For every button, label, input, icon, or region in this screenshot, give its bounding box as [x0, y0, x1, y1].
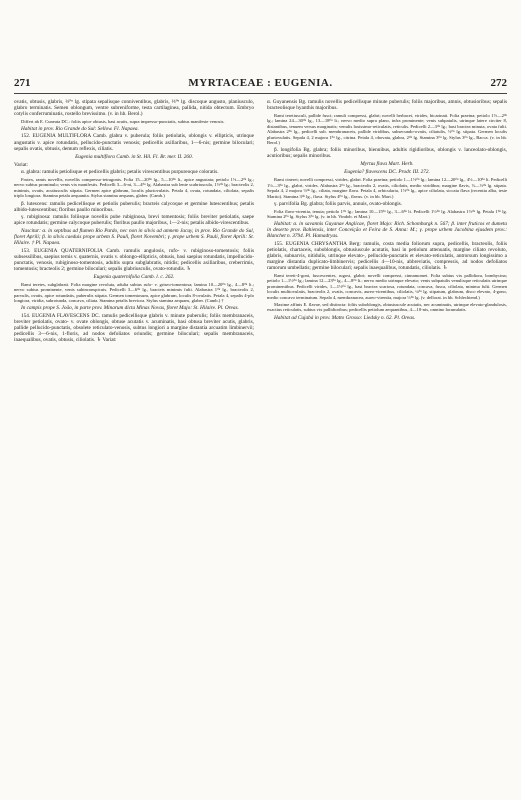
- left-column: [14, 99, 254, 779]
- left-column-paragraph: Eugenia multiflora Camb. in St. Hil. Fl. Br. mer. II. 260.: [75, 153, 193, 160]
- right-column-paragraph: Maxime affinis E. flavae, sed distincta: foliis suboblongis, obtusiuscule acutatis, nec acuminatis, utrinque elevato-glandulosis, exactius reticulatis, subtus vix pallidioribus; pedicellis petiolum aequantibus, 4—10-nis, omnino lacunulatis.: [267, 301, 507, 313]
- left-column-paragraph: ovatis, obtusis, glabris, ⅓ˡⁱⁿ lg. stipata sepalisque conniventibus, glabris, ⅓ˡⁱⁿ lg. discoque angusto, planiusculo, glabro terminatis. Semen oblongum, ventre subreniforme, testa cartilaginea, pallida, nitida obtectum. Embryo cotylis conferruminatis, rostello brevissimo. (v. in hb. Berol.): [14, 99, 254, 118]
- left-column-paragraph: β. lutescens: ramulis pedicellisque et petiolis puberulis; bracteis calycoque et germine lutescentibus; petalis albido-lutescentibus; floribus paullo minoribus.: [14, 200, 254, 213]
- left-column-paragraph: 154. EUGENIA FLAVESCENS DC. ramulis pedicellisque glabris v. minute puberulis; foliis membranaceis, breviter petiolatis, ovato- v. ovate oblongis, obtuse acutatis v. acuminatis, basi obtusa breviter acutis, glabris, pallide pellucido-punctatis, obsolete reticulato-venosis, subtus longiori a margine distantia arcuatim limbinervii; pedicellis 3—6-nis, 1-floris, ad nodos defoliatos oriundis; germine biloculari; sepalis membranaceis, inaequalibus, ovatis, obtusis, ciliolatis. ♄ Variat:: [14, 313, 254, 344]
- right-column-paragraph: α. Guyanensis Bg. ramulis novellis pedicellisque minute puberulis; foliis majoribus, amnis, obtusioribus; sepalis bracteolisque hyanthis majoribus.: [267, 99, 507, 112]
- right-column-paragraph: Myrtus flava Mart. Herb.: [360, 161, 414, 168]
- right-column: [267, 99, 507, 779]
- left-column-paragraph: Differt ab E. Cuneata DC.: foliis apice obtusis, basi acutis, supra impresso-punctatis, subtus manifeste venosis.: [21, 118, 225, 124]
- right-column-paragraph: 155. EUGENIA CHRYSANTHA Berg: ramulis, costa media foliorum supra, pedicellis, bracteolis, foliis petiolatis, chartaceis, suboblongis, obtusiuscule acutatis, basi in petiolum attenuatis, margine ciliato revoluto, glabris, subnarvis, nitidulis, utrinque elevato-, pellucido-punctatis et elevato-reticulatis, antrorsum longissimo a margine distantia duplicato-limbinervis; pedicellis 4—10-nis, abbreviatis, compressis, ad nodos defoliatos ramorum umbellatis; germine biloculari; sepalis inaequalibus, rotundatis, ciliolatis. ♄: [267, 241, 507, 272]
- right-column-paragraph: Folia flavo-virentia, tenuia; petiolo 1ˡⁱⁿ lg.; lamina 10—15ˡⁱⁿ lg., 3—6ˡⁱⁿ lt. Pedicelli 1½ˡⁱⁿ lg. Alabastra 1½ˡⁱⁿ lg. Petala 1ˡⁱⁿ lg. Stamina 2ˡⁱⁿ lg. Stylus 3ˡⁱⁿ lg. (v. in hb. Vindob. et Mart.): [267, 208, 507, 220]
- left-column-paragraph: In campis prope S. João, in parte prov. Minarum dicta Minas Novas, floret Majo: St. Hilaire. Pl. Oreas.: [21, 305, 239, 312]
- left-column-paragraph: 153. EUGENIA QUATERNIFOLIA Camb. ramulis angulosis, rufo- v. rubiginoso-tomentosis; foliis subsessilibus, saepius ternis v. quaternis, ovatis v. oblongo-ellipticis, obtusis, basi saepius rotundatis, impellucido-punctatis, venosis, rubiginoso-tomentosis, adultis supra subglabratis, nitidis; pedicellis axillaribus, creberrimis, tomentosis; bracteolis 2; germine biloculari; sepalis glabriusculis, ovato-rotundis. ♄: [14, 247, 254, 272]
- header-rule: [14, 93, 507, 94]
- right-column-paragraph: Rami cinerei; novelli compressi, virides, glabri. Folia praeina; petiolo 1—1½ˡⁱⁿ lg.; lamina 12—20ˡⁱⁿ lg., 4½—10ˡⁱⁿ lt. Pedicelli 1½—3ˡⁱⁿ lg., glabri, virides. Alabastra 2ˡⁱⁿ lg., bracteolis 2, ovatis, ciliolatis, medio viridibus; margine flavis, ⅓—½ˡⁱⁿ lg. stipata. Sepala 4, 2 majora ½ˡⁱⁿ lg., ciliata, margine flava. Petala 4, orbicularia, 1½ˡⁱⁿ lg., apice ciliolata, siccata flava (recentia alba, teste Martio). Stamina 3ˡⁱⁿ lg., flava. Stylus 4ˡⁱⁿ lg., flavus. (v. in hb. Mart.): [267, 177, 507, 199]
- right-column-paragraph: Habitat: α. in savannis Guyanae Anglicae, floret Majo: Rich. Schomburgk n. 567; β. inter fruticos et dumeta in deserto prov. Bahiensis, inter Conceição et Feira de S. Anna: M.; γ. prope urbem Jacobina ejusdem prov.: Blanchet n. 3794. Pl. Hamadryas.: [267, 221, 507, 240]
- right-column-paragraph: γ. parvifolia Bg. glabra; foliis parvis, annuis, ovato-oblongis.: [274, 201, 403, 208]
- left-column-paragraph: γ. rubiginosa: ramulis foliisque novellis pube rubiginosa, brevi tomentosis; foliis breviter petiolatis, saepe apice rotundatis; germine calycoque puberulis; floribus paullo majoribus, 1—2-nis; petalis albido-virescentibus.: [14, 214, 254, 227]
- left-column-paragraph: Frutex, ramis novellis, novellis compresso-tetragonis. Folia 15—20ˡⁱⁿ lg., 5—10ˡⁱⁿ lt., apice angustata; petiolo 1½—2ˡⁱⁿ lg.; nervo subtus prominulo; venis vix manifestis. Pedicelli 3—6-ni, 3—4ˡⁱⁿ lg. Alabastra sub lente scabriuscula, 1½ˡⁱⁿ lg.; bracteolis 2, minimis, ovatis, acutiusculis stipata. Germen apice glabrum, loculis pluriovulatis. Petala 4, ovata, rotundata, ciliolata, sepalis triplo longiora. Stamina petala aequantia. Stylus stamina aequans, glaber. (Camb.): [14, 176, 254, 199]
- running-title: MYRTACEAE : EUGENIA.: [188, 77, 333, 89]
- left-column-paragraph: Nascitur: α. in septibus ad flumen Rio Pardo, nec non in silvis ad amnem Jacuy, in prov. Rio Grande do Sul, floret Aprili; β. in silvis caeduis prope urbem S. Pauli, floret Novembri; γ. prope urbem S. Pauli, floret Aprili: St. Hilaire. † Pl. Napaea.: [14, 227, 254, 246]
- right-column-paragraph: Rami teretiusculi, pallide fusci; ramuli compressi, glabri; novelli herbacei, virides, bicarinati. Folia praeina; petiolo 1½—2ˡⁱⁿ lg.; lamina 24—30ˡⁱⁿ lg., 13—18ˡⁱⁿ lt.; nervo medio supra plano, infra prominente; venis subpatulis, utrinque latere circiter 8, distantibus, tenuem versus marginatis; venulis laxissimo-reticulatis, reticulis. Pedicelli 2—3ˡⁱⁿ lg.; basi bractea minuta, ovata fulti. Alabastra 2ˡⁱⁿ lg., pedicelli sub. membranaceis, pallide viridibus, subsecundo-ovatis, ciliatulis, ⅓ˡⁱⁿ lg. stipata. Germen loculis pluriovulatis. Sepala 4, 2 majora 1ˡⁱⁿ lg., citrina. Petala 4, obovata, glabra, 2ˡⁱⁿ lg. Stamina 3ˡⁱⁿ lg. Stylus 3ˡⁱⁿ lg., Bacca. (v. in hb. Berol.): [267, 112, 507, 146]
- left-column-paragraph: Variat:: [14, 161, 28, 168]
- page-number-right: 272: [490, 77, 507, 89]
- left-column-paragraph: Habitat in prov. Rio Grande do Sul: Sellow. Fl. Napaea.: [21, 125, 139, 132]
- page-number: 271: [14, 77, 31, 89]
- running-header: [14, 77, 507, 93]
- right-column-paragraph: Rami tereti-4-goni, fuscescentes, rugosi, glabri; novelli compressi, cinnamomei. Folia subtus vix pallidiora, bombycina; petiolo 1—1½ˡⁱⁿ lg.; lamina 12—23ˡⁱⁿ lg., 4—8ˡⁱⁿ lt.; nervo medio utrinque elevato; venis subpatulis venulisque reticulatis utrinque prominentibus. Pedicelli virides, 1—1½ˡⁱⁿ lg., basi bractea scariosa, rotundata, concava, fusca, ciliolata, minima fulti. Germen loculis multiovulatis, bracteolis 2, ovatis, concavis, aureo-virentibus, ciliolatis, ¼ˡⁱⁿ lg. stipatum, glabrum, disco elevato, 4-gono, medio concavo terminatum. Sepala 4, membranacea, aureo-virentia, majora ⅓ˡⁱⁿ lg. (v. dellorat. in hb. Schlechtend.): [267, 272, 507, 300]
- left-column-paragraph: 152. EUGENIA MULTIFLORA Camb. glabra v. puberula; foliis petiolatis, oblongis v. ellipticis, utrinque angustatis v. apice rotundatis, pellucido-punctatis venosis; pedicellis axillaribus, 1—6-nis; germine biloculari; sepalis ovatis, obtusis, demum reflexis, ciliatis.: [14, 133, 254, 152]
- right-column-paragraph: β. longifolia Bg. glabra; foliis minoribus, biennibus, adultis rigidioribus, oblongis v. lanceolato-oblongis, acutioribus; sepalis minoribus.: [267, 147, 507, 160]
- left-column-paragraph: Rami teretes, subglabrati. Folia margine revoluta, adulta subtus rufo- v. griseo-tomentosa; lamina 10—20ˡⁱⁿ lg., 4—8ˡⁱⁿ lt.; nervo subtus prominente, venis subinconspicuis. Pedicelli 3—6ˡⁱⁿ lg., bracteis minimis fulti. Alabastra 1ˡⁱⁿ lg., bracteolis 2, parvulis, ovatis, apice rotundatis, puberulis stipata. Germen tomentosum, apice glabrum, loculis 8-ovulatis. Petala 4, sepalis 4-plo longiora, viridia, subrotunda, concava, ciliata. Stamina petalis breviora. Stylus stamina aequans, glaber. (Camb.) †: [14, 281, 254, 304]
- right-column-paragraph: Habitat ad Cujabá in prov. Matto Grosso: Liedsky n. 62. Pl. Oreas.: [274, 314, 416, 321]
- left-column-paragraph: Eugenia quaternifolia Camb. l. c. 262.: [93, 273, 175, 280]
- left-column-paragraph: α. glabra: ramulis petiolisque et pedicellis glabris; petalis virescentibus purpureoque coloratis.: [21, 169, 219, 176]
- right-column-paragraph: Eugenia? flavescens DC. Prodr. III. 272.: [344, 169, 430, 176]
